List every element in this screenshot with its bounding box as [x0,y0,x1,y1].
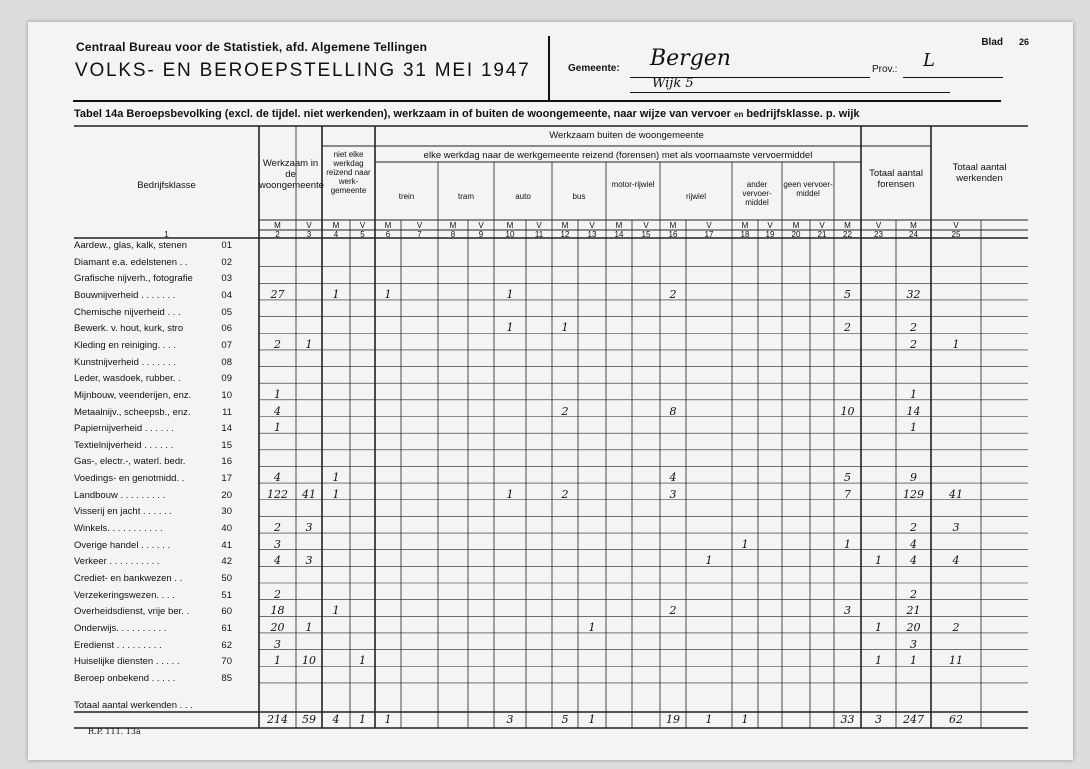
header-number: 16 [668,230,678,239]
table-suffix: bedrijfsklasse. p. wijk [746,108,860,120]
data-cell: 1 [844,537,851,551]
data-cell: 1 [506,287,514,301]
header-number: 18 [740,230,750,239]
header-number: 1 [164,230,169,239]
header-mv: M [615,221,623,230]
data-cell: 3 [844,604,851,618]
total-cell: 19 [666,713,680,726]
header-mv: M [792,221,800,230]
data-cell: 1 [561,321,569,335]
data-cell: 2 [669,287,677,301]
row-label: Huiselijke diensten . . . . . [74,656,180,668]
row-label: Chemische nijverheid . . . [74,306,181,318]
row-label: Landbouw . . . . . . . . . [74,489,166,501]
row-code: 51 [221,589,232,601]
data-cell: 9 [910,471,917,485]
data-cell: 1 [910,387,917,401]
blad-number: 26 [1018,37,1029,47]
data-cell: 2 [274,337,281,351]
data-cell: 2 [910,587,917,601]
form-code: R.P. 111. 13a [88,727,141,736]
header-mv: V [643,221,649,230]
header-number: 11 [534,230,544,239]
header-number: 10 [505,230,515,239]
data-cell: 4 [274,471,281,485]
header-totaal-forensen: Totaal aantal forensen [869,168,923,190]
data-cell: 4 [952,554,960,568]
row-label: Metaalnijv., scheepsb., enz. [74,406,191,418]
data-cell: 1 [274,654,281,668]
header-number: 20 [791,230,801,239]
data-cell: 7 [844,487,851,501]
total-cell: 3 [875,713,882,726]
data-cell: 3 [910,637,917,651]
row-label: Beroep onbekend . . . . . [74,672,176,684]
row-label: Grafische nijverh., fotografie [74,273,193,285]
row-code: 03 [221,273,232,285]
data-cell: 10 [840,404,855,418]
row-code: 62 [221,639,232,651]
data-cell: 5 [844,471,851,485]
row-label: Overheidsdienst, vrije ber. . [74,606,190,618]
total-cell: 3 [506,713,514,726]
row-label: Eredienst . . . . . . . . . [74,639,162,651]
row-label: Verzekeringswezen. . . . [74,589,175,601]
header-totaal-werkenden: Totaal aantal werkenden [952,162,1007,184]
row-label: Leder, wasdoek, rubber. . [74,373,181,385]
data-cell: 4 [910,537,917,551]
header-mv: V [478,221,484,230]
data-cell: 41 [302,487,316,501]
row-label: Verkeer . . . . . . . . . . [74,556,160,568]
total-cell: 59 [302,713,316,726]
header-mv: M [561,221,569,230]
data-cell: 27 [270,287,285,301]
gemeente-label: Gemeente: [568,63,620,74]
header-divider [548,36,550,100]
row-label: Kleding en reiniging. . . . [74,339,176,351]
header-rule [73,100,1001,102]
row-code: 06 [221,323,232,335]
header-number: 24 [909,230,918,239]
data-cell: 1 [952,337,960,351]
header-mv: M [844,221,851,230]
data-cell: 1 [910,421,917,435]
gemeente-value: Bergen [650,46,731,71]
row-code: 30 [221,506,232,518]
row-code: 15 [221,439,232,451]
header-elke-werkdag: elke werkdag naar de werkgemeente reizend (forensen) met als voornaamste vervoermiddel [423,150,813,161]
row-label: Kunstnijverheid . . . . . . . [74,356,176,368]
totals-label: Totaal aantal werkenden . . . [74,700,193,711]
header-mode-1: tram [458,192,474,201]
data-cell: 2 [910,521,917,535]
header-mv: V [589,221,595,230]
header-mv: M [910,221,917,230]
data-cell: 1 [875,554,882,568]
data-cell: 4 [669,471,677,485]
data-cell: 3 [952,521,960,535]
header-mode-4: motor-rijwiel [611,180,655,189]
header-number: 8 [450,230,456,239]
row-code: 14 [221,423,232,435]
header-number: 9 [478,230,484,239]
row-label: Visserij en jacht . . . . . . [74,506,173,518]
data-cell: 20 [270,620,285,634]
header-number: 3 [306,230,312,239]
data-cell: 5 [844,287,851,301]
data-cell: 1 [332,471,340,485]
row-label: Winkels. . . . . . . . . . . [74,523,163,535]
total-cell: 1 [359,713,366,726]
data-cell: 1 [875,654,882,668]
row-code: 40 [221,523,232,535]
total-cell: 1 [588,713,596,726]
row-code: 42 [221,556,232,568]
header-mv: V [359,221,366,230]
header-mode-3: bus [572,192,586,201]
data-cell: 1 [741,537,749,551]
data-cell: 2 [274,587,281,601]
row-label: Textielnijverheid . . . . . . [74,439,174,451]
header-mode-0: trein [398,192,415,201]
row-code: 16 [221,456,232,468]
header-number: 19 [765,230,775,239]
data-cell: 1 [506,321,514,335]
data-cell: 21 [906,604,921,618]
data-cell: 1 [875,620,882,634]
data-cell: 2 [952,620,960,634]
header-number: 12 [560,230,570,239]
header-mv: M [274,221,281,230]
header-mv: M [506,221,514,230]
data-cell: 14 [906,404,921,418]
data-cell: 41 [949,487,963,501]
total-cell: 33 [840,713,855,726]
header-mv: M [332,221,340,230]
data-cell: 4 [274,404,281,418]
header-number: 15 [641,230,651,239]
data-cell: 1 [332,604,340,618]
header-mv: V [536,221,542,230]
row-label: Bouwnijverheid . . . . . . . [74,289,176,301]
data-cell: 1 [274,387,281,401]
data-cell: 122 [267,487,288,501]
data-cell: 2 [561,404,569,418]
row-code: 70 [221,656,232,668]
data-cell: 1 [705,554,713,568]
header-mv: V [953,221,959,230]
row-label: Crediet- en bankwezen . . [74,573,183,584]
header-number: 21 [817,230,827,239]
data-cell: 1 [910,654,917,668]
data-cell: 2 [669,604,677,618]
row-label: Diamant e.a. edelstenen . . [74,256,188,268]
table-en: en [734,110,744,119]
data-cell: 2 [910,337,917,351]
header-number: 6 [385,230,391,239]
header-mv: V [767,221,773,230]
table-title [74,108,860,120]
row-label: Aardew., glas, kalk, stenen [74,240,188,251]
form-title: VOLKS- EN BEROEPSTELLING 31 MEI 1947 [75,60,531,81]
header-mv: V [306,221,312,230]
row-label: Overige handel . . . . . . [74,539,171,551]
header-number: 22 [843,230,852,239]
data-cell: 1 [588,620,596,634]
data-cell: 4 [910,554,917,568]
data-cell: 20 [906,620,921,634]
province-value: L [923,50,935,71]
row-code: 04 [221,289,232,301]
data-cell: 3 [669,487,677,501]
header-number: 25 [951,230,961,239]
header-bedrijfsklasse: Bedrijfsklasse [137,180,196,191]
data-cell: 3 [305,554,313,568]
row-code: 05 [221,306,232,318]
total-cell: 1 [705,713,713,726]
data-cell: 3 [274,537,281,551]
data-cell: 2 [844,321,851,335]
organization-name: Centraal Bureau voor de Statistiek, afd. Algemene Tellingen [76,40,428,54]
data-cell: 1 [332,287,340,301]
header-werkzaam-buiten: Werkzaam buiten de woongemeente [549,130,704,141]
header-mode-2: auto [515,192,531,201]
table-description: Beroepsbevolking (excl. de tijdel. niet werkenden), werkzaam in of buiten de woongemeente, naar wijze van vervoer [126,108,731,120]
header-number: 14 [614,230,624,239]
total-cell: 5 [561,713,569,726]
data-cell: 1 [305,620,313,634]
data-cell: 18 [270,604,285,618]
data-cell: 2 [561,487,569,501]
data-cell: 11 [949,654,963,668]
header-number: 17 [704,230,714,239]
blad-label: Blad [981,37,1003,48]
data-cell: 32 [906,287,921,301]
data-cell: 2 [910,321,917,335]
header-mv: V [706,221,712,230]
row-code: 02 [221,256,232,268]
header-number: 7 [417,230,422,239]
header-mv: M [384,221,392,230]
form-sheet [28,22,1073,760]
row-code: 09 [221,373,232,385]
header-niet-elke-werkdag: niet elke werkdag reizend naar werk-gemeente [326,150,371,195]
header-mv: V [819,221,825,230]
row-code: 01 [221,240,232,251]
total-cell: 4 [332,713,340,726]
row-label: Onderwijs. . . . . . . . . . [74,622,167,634]
row-code: 50 [221,573,232,584]
header-mv: M [669,221,677,230]
data-cell: 1 [305,337,313,351]
header-mv: M [741,221,749,230]
data-cell: 3 [274,637,281,651]
wijk-underline [630,92,950,93]
header-number: 5 [360,230,365,239]
row-code: 08 [221,356,232,368]
row-label: Voedings- en genotmidd. . [74,473,185,485]
header-mode-6: ander vervoer-middel [742,180,772,207]
header-werkzaam-in: Werkzaam in de woongemeente [259,158,324,191]
total-cell: 214 [267,713,288,726]
row-code: 85 [221,672,232,684]
row-label: Gas-, electr.-, waterl. bedr. [74,456,186,468]
header-mv: M [449,221,457,230]
province-underline [903,77,1003,78]
wijk-value: Wijk 5 [652,76,694,91]
row-code: 17 [221,473,232,485]
data-cell: 2 [274,521,281,535]
data-cell: 1 [274,421,281,435]
header-number: 4 [333,230,339,239]
total-cell: 247 [903,713,924,726]
row-code: 11 [222,406,232,418]
total-cell: 1 [384,713,392,726]
province-label: Prov.: [872,64,898,75]
table-number: Tabel 14a [74,108,124,120]
data-cell: 1 [359,654,366,668]
data-cell: 10 [302,654,316,668]
data-cell: 1 [332,487,340,501]
row-label: Papiernijverheid . . . . . . [74,423,174,435]
header-number: 2 [275,230,280,239]
row-label: Bewerk. v. hout, kurk, stro [74,323,184,335]
header-mode-5: rijwiel [686,192,706,201]
header-mode-7: geen vervoer-middel [783,180,833,198]
row-code: 07 [221,339,232,351]
row-code: 10 [221,389,232,401]
row-code: 41 [221,539,232,551]
header-mv: V [875,221,882,230]
total-cell: 1 [741,713,749,726]
header-mv: V [416,221,423,230]
data-cell: 1 [384,287,392,301]
data-cell: 3 [305,521,313,535]
data-cell: 8 [669,404,677,418]
row-code: 20 [221,489,232,501]
data-cell: 129 [903,487,924,501]
row-code: 61 [221,622,232,634]
row-label: Mijnbouw, veenderijen, enz. [74,389,192,401]
total-cell: 62 [949,713,963,726]
data-cell: 1 [506,487,514,501]
row-code: 60 [221,606,232,618]
header-number: 23 [874,230,883,239]
header-number: 13 [587,230,597,239]
data-cell: 4 [274,554,281,568]
